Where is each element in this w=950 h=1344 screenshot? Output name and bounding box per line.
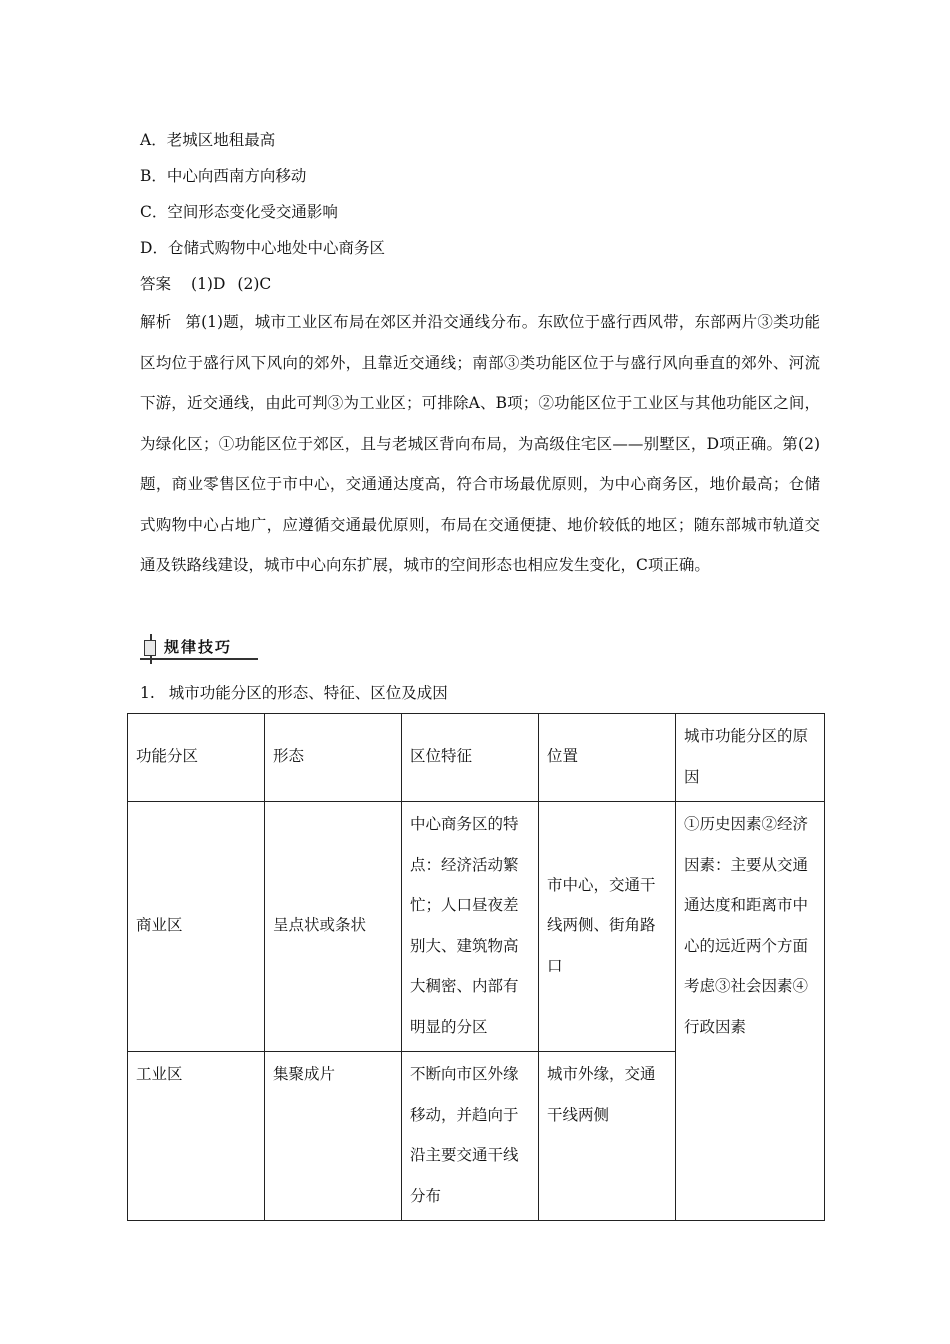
table-header-row <box>128 714 825 802</box>
question-content <box>140 122 820 586</box>
option-letter: D <box>140 239 153 257</box>
analysis-text: 第(1)题，城市工业区布局在郊区并沿交通线分布。东欧位于盛行西风带，东部两片③类功能区均位于盛行风下风向的郊外，且靠近交通线；南部③类功能区位于与盛行风向垂直的郊外、河流下游，近交通线，由此可判③为工业区；可排除A、B项；②功能区位于工业区与其他功能区之间，为绿化区；①功能区位于郊区，且与老城区背向布局，为高级住宅区——别墅区，D项正确。第(2)题，商业零售区位于市中心，交通通达度高，符合市场最优原则，为中心商务区，地价最高；仓储式购物中心占地广，应遵循交通最优原则，布局在交通便捷、地价较低的地区；随东部城市轨道交通及铁路线建设，城市中心向东扩展，城市的空间形态也相应发生变化，C项正确。 <box>140 313 820 574</box>
table-cell-zone: 工业区 <box>128 1052 265 1221</box>
option-a: A．老城区地租最高 <box>140 131 276 149</box>
table-cell-feature: 不断向市区外缘移动，并趋向于沿主要交通干线分布 <box>402 1052 539 1221</box>
option-letter: B <box>140 167 152 185</box>
table-cell-location: 市中心，交通干线两侧、街角路口 <box>539 802 676 1052</box>
sub-heading-number: 1. <box>140 684 155 702</box>
option-letter: A <box>140 131 152 149</box>
option-d: D．仓储式购物中心地处中心商务区 <box>140 239 385 257</box>
sub-heading-text: 城市功能分区的形态、特征、区位及成因 <box>168 684 448 702</box>
table-header-cell: 城市功能分区的原因 <box>676 714 825 802</box>
option-letter: C <box>140 203 152 221</box>
table-cell-feature: 中心商务区的特点：经济活动繁忙；人口昼夜差别大、建筑物高大稠密、内部有明显的分区 <box>402 802 539 1052</box>
answer-line <box>140 266 820 302</box>
table-row <box>128 802 825 1052</box>
table-header-cell: 功能分区 <box>128 714 265 802</box>
table-header-cell: 位置 <box>539 714 676 802</box>
answer-label: 答案 <box>140 275 172 293</box>
candle-icon <box>144 640 156 656</box>
option-c: C．空间形态变化受交通影响 <box>140 203 338 221</box>
section-heading <box>140 634 258 668</box>
option-text: 老城区地租最高 <box>166 131 276 149</box>
table-cell-form: 集聚成片 <box>265 1052 402 1221</box>
table-header-cell: 形态 <box>265 714 402 802</box>
analysis-label: 解析 <box>140 313 172 331</box>
answer-part-1: (1)D <box>191 275 226 293</box>
table-cell-reasons: ①历史因素②经济因素：主要从交通通达度和距离市中心的远近两个方面考虑③社会因素④行政因素 <box>676 802 825 1221</box>
function-zone-table <box>127 713 825 1221</box>
table-header-cell: 区位特征 <box>402 714 539 802</box>
option-text: 仓储式购物中心地处中心商务区 <box>167 239 385 257</box>
option-b: B．中心向西南方向移动 <box>140 167 307 185</box>
section-underline <box>140 658 258 660</box>
option-text: 空间形态变化受交通影响 <box>167 203 338 221</box>
sub-heading <box>140 675 448 711</box>
analysis-paragraph <box>140 302 820 586</box>
answer-part-2: (2)C <box>237 275 272 293</box>
table-cell-location: 城市外缘，交通干线两侧 <box>539 1052 676 1221</box>
option-text: 中心向西南方向移动 <box>166 167 307 185</box>
table-cell-zone: 商业区 <box>128 802 265 1052</box>
section-title: 规律技巧 <box>164 638 233 656</box>
table-cell-form: 呈点状或条状 <box>265 802 402 1052</box>
